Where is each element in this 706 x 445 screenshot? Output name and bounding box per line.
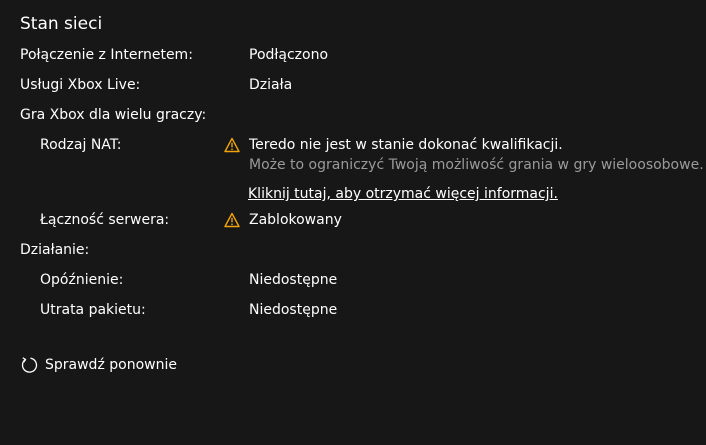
more-info-link[interactable]: Kliknij tutaj, aby otrzymać więcej informacji. bbox=[248, 186, 558, 202]
nat-type-value: Teredo nie jest w stanie dokonać kwalifikacji. bbox=[249, 137, 563, 153]
check-again-button[interactable] bbox=[20, 354, 177, 376]
latency-label: Opóźnienie: bbox=[40, 272, 124, 288]
refresh-icon bbox=[20, 356, 38, 374]
page-title: Stan sieci bbox=[20, 14, 103, 34]
warning-icon bbox=[224, 212, 240, 228]
internet-connection-label: Połączenie z Internetem: bbox=[20, 47, 193, 63]
server-connectivity-value: Zablokowany bbox=[249, 212, 342, 228]
nat-type-label: Rodzaj NAT: bbox=[40, 137, 122, 153]
server-connectivity-label: Łączność serwera: bbox=[40, 212, 170, 228]
check-again-label: Sprawdź ponownie bbox=[45, 357, 177, 373]
warning-icon bbox=[224, 137, 240, 153]
performance-heading: Działanie: bbox=[20, 242, 90, 258]
xbox-live-label: Usługi Xbox Live: bbox=[20, 77, 141, 93]
packet-loss-label: Utrata pakietu: bbox=[40, 302, 146, 318]
packet-loss-value: Niedostępne bbox=[249, 302, 338, 318]
xbox-live-value: Działa bbox=[249, 77, 293, 93]
nat-type-detail: Może to ograniczyć Twoją możliwość grania w gry wieloosobowe. bbox=[249, 157, 704, 173]
internet-connection-value: Podłączono bbox=[249, 47, 329, 63]
latency-value: Niedostępne bbox=[249, 272, 338, 288]
multiplayer-heading: Gra Xbox dla wielu graczy: bbox=[20, 107, 207, 123]
